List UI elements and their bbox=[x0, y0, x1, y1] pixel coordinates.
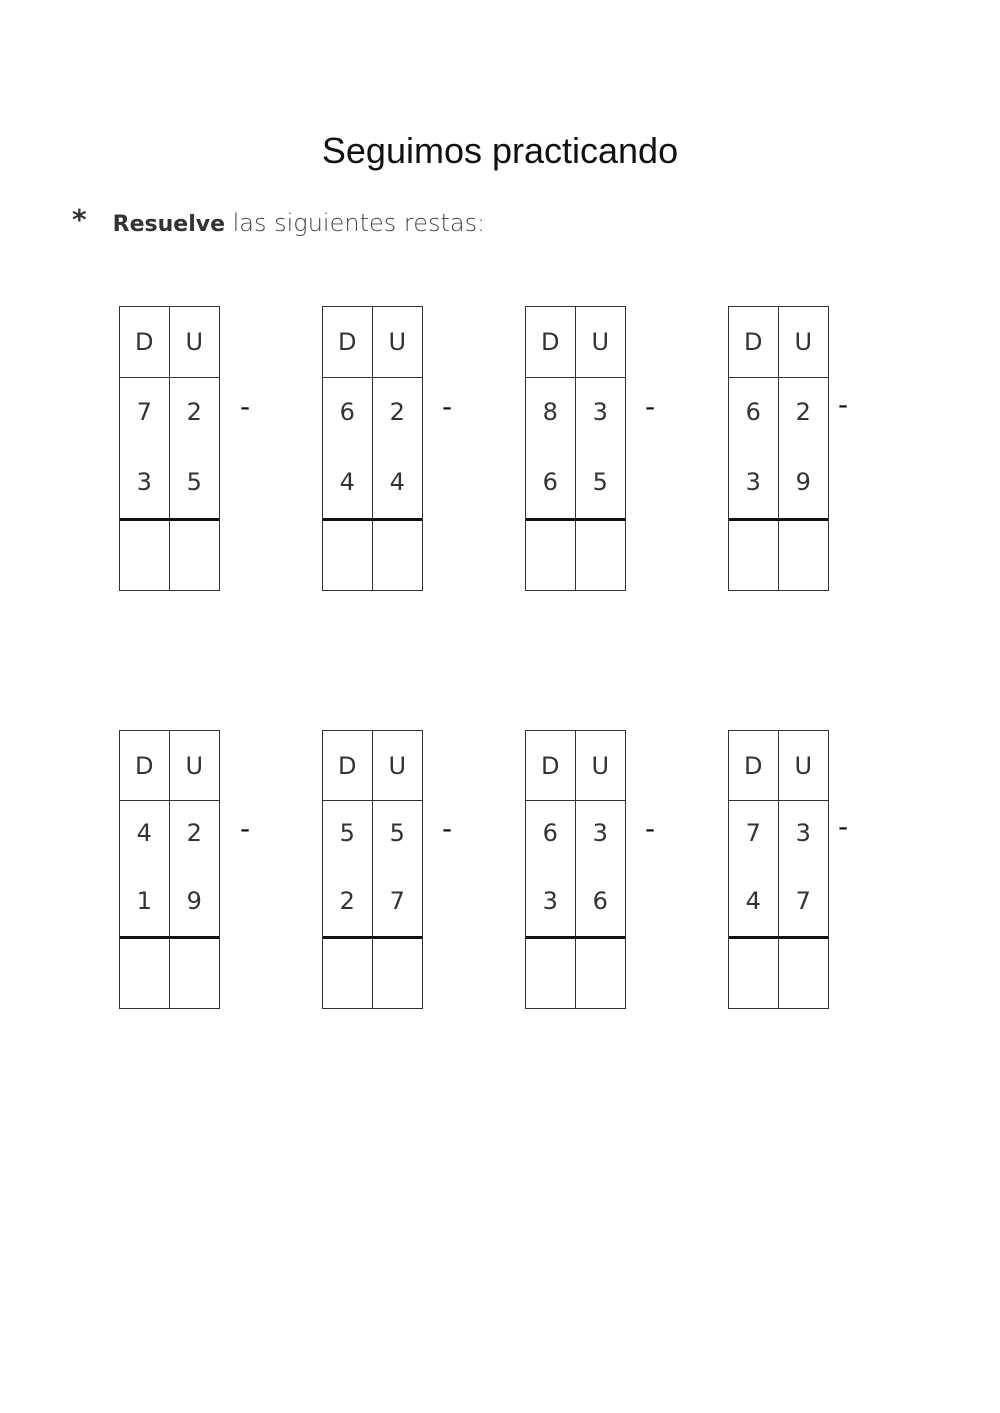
subtrahend-tens: 3 bbox=[729, 445, 779, 518]
subtrahend-units: 6 bbox=[592, 886, 608, 915]
answer-tens-box[interactable] bbox=[323, 939, 373, 1008]
answer-units-box[interactable] bbox=[779, 939, 829, 1008]
minuend-units: 2 bbox=[186, 397, 202, 426]
minuend-units: 2 bbox=[186, 819, 202, 847]
minuend-units: 3 bbox=[592, 397, 608, 426]
minuend-tens: 4 bbox=[120, 801, 170, 865]
subtrahend-tens: 2 bbox=[323, 865, 373, 936]
subtrahend-tens: 4 bbox=[323, 445, 373, 518]
answer-tens-box[interactable] bbox=[526, 521, 576, 590]
subtraction-problem bbox=[525, 306, 626, 591]
units-header: U bbox=[794, 751, 813, 780]
answer-units-box[interactable] bbox=[373, 939, 423, 1008]
subtrahend-tens: 6 bbox=[526, 445, 576, 518]
tens-header: D bbox=[729, 307, 779, 377]
subtraction-problem bbox=[525, 730, 626, 1009]
minuend-units: 3 bbox=[795, 819, 811, 847]
minuend-tens: 6 bbox=[323, 378, 373, 445]
subtrahend-units: 7 bbox=[389, 886, 405, 915]
subtrahend-units: 5 bbox=[592, 467, 608, 496]
answer-tens-box[interactable] bbox=[120, 521, 170, 590]
subtrahend-units: 7 bbox=[795, 886, 811, 915]
subtraction-problem bbox=[728, 730, 829, 1009]
minus-sign: - bbox=[240, 390, 251, 423]
subtraction-problem bbox=[119, 730, 220, 1009]
page-title: Seguimos practicando bbox=[321, 130, 679, 171]
minus-sign: - bbox=[645, 390, 656, 423]
minuend-tens: 6 bbox=[729, 378, 779, 445]
instruction-text: las siguientes restas: bbox=[225, 209, 486, 237]
answer-tens-box[interactable] bbox=[729, 521, 779, 590]
tens-header: D bbox=[323, 731, 373, 800]
tens-header: D bbox=[526, 731, 576, 800]
answer-tens-box[interactable] bbox=[729, 939, 779, 1008]
subtrahend-tens: 3 bbox=[526, 865, 576, 936]
subtrahend-tens: 4 bbox=[729, 865, 779, 936]
minus-sign: - bbox=[645, 812, 656, 845]
tens-header: D bbox=[120, 307, 170, 377]
units-header: U bbox=[591, 751, 610, 780]
minus-sign: - bbox=[442, 390, 453, 423]
units-header: U bbox=[388, 751, 407, 780]
minuend-units: 3 bbox=[592, 819, 608, 847]
tens-header: D bbox=[526, 307, 576, 377]
instruction-verb: Resuelve bbox=[112, 212, 225, 237]
subtrahend-tens: 3 bbox=[120, 445, 170, 518]
tens-header: D bbox=[120, 731, 170, 800]
minus-sign: - bbox=[240, 812, 251, 845]
subtrahend-units: 9 bbox=[795, 467, 811, 496]
subtraction-problem bbox=[119, 306, 220, 591]
answer-units-box[interactable] bbox=[576, 521, 626, 590]
minus-sign: - bbox=[838, 388, 849, 421]
units-header: U bbox=[591, 328, 610, 356]
answer-units-box[interactable] bbox=[170, 939, 220, 1008]
subtrahend-units: 5 bbox=[186, 467, 202, 496]
subtraction-problem bbox=[322, 306, 423, 591]
answer-tens-box[interactable] bbox=[526, 939, 576, 1008]
answer-units-box[interactable] bbox=[170, 521, 220, 590]
minus-sign: - bbox=[442, 812, 453, 845]
units-header: U bbox=[185, 328, 204, 356]
units-header: U bbox=[794, 328, 813, 356]
answer-tens-box[interactable] bbox=[323, 521, 373, 590]
answer-tens-box[interactable] bbox=[120, 939, 170, 1008]
minus-sign: - bbox=[838, 810, 849, 843]
answer-units-box[interactable] bbox=[373, 521, 423, 590]
subtraction-problem bbox=[728, 306, 829, 591]
minuend-tens: 8 bbox=[526, 378, 576, 445]
subtraction-problem bbox=[322, 730, 423, 1009]
subtrahend-tens: 1 bbox=[120, 865, 170, 936]
answer-units-box[interactable] bbox=[576, 939, 626, 1008]
minuend-units: 2 bbox=[795, 397, 811, 426]
tens-header: D bbox=[323, 307, 373, 377]
answer-units-box[interactable] bbox=[779, 521, 829, 590]
subtrahend-units: 9 bbox=[186, 886, 202, 915]
units-header: U bbox=[185, 751, 204, 780]
minuend-tens: 6 bbox=[526, 801, 576, 865]
minuend-tens: 7 bbox=[729, 801, 779, 865]
tens-header: D bbox=[729, 731, 779, 800]
minuend-units: 5 bbox=[389, 819, 405, 847]
subtrahend-units: 4 bbox=[389, 467, 405, 496]
minuend-tens: 5 bbox=[323, 801, 373, 865]
bullet-star: * bbox=[72, 203, 87, 236]
units-header: U bbox=[388, 328, 407, 356]
minuend-tens: 7 bbox=[120, 378, 170, 445]
minuend-units: 2 bbox=[389, 397, 405, 426]
